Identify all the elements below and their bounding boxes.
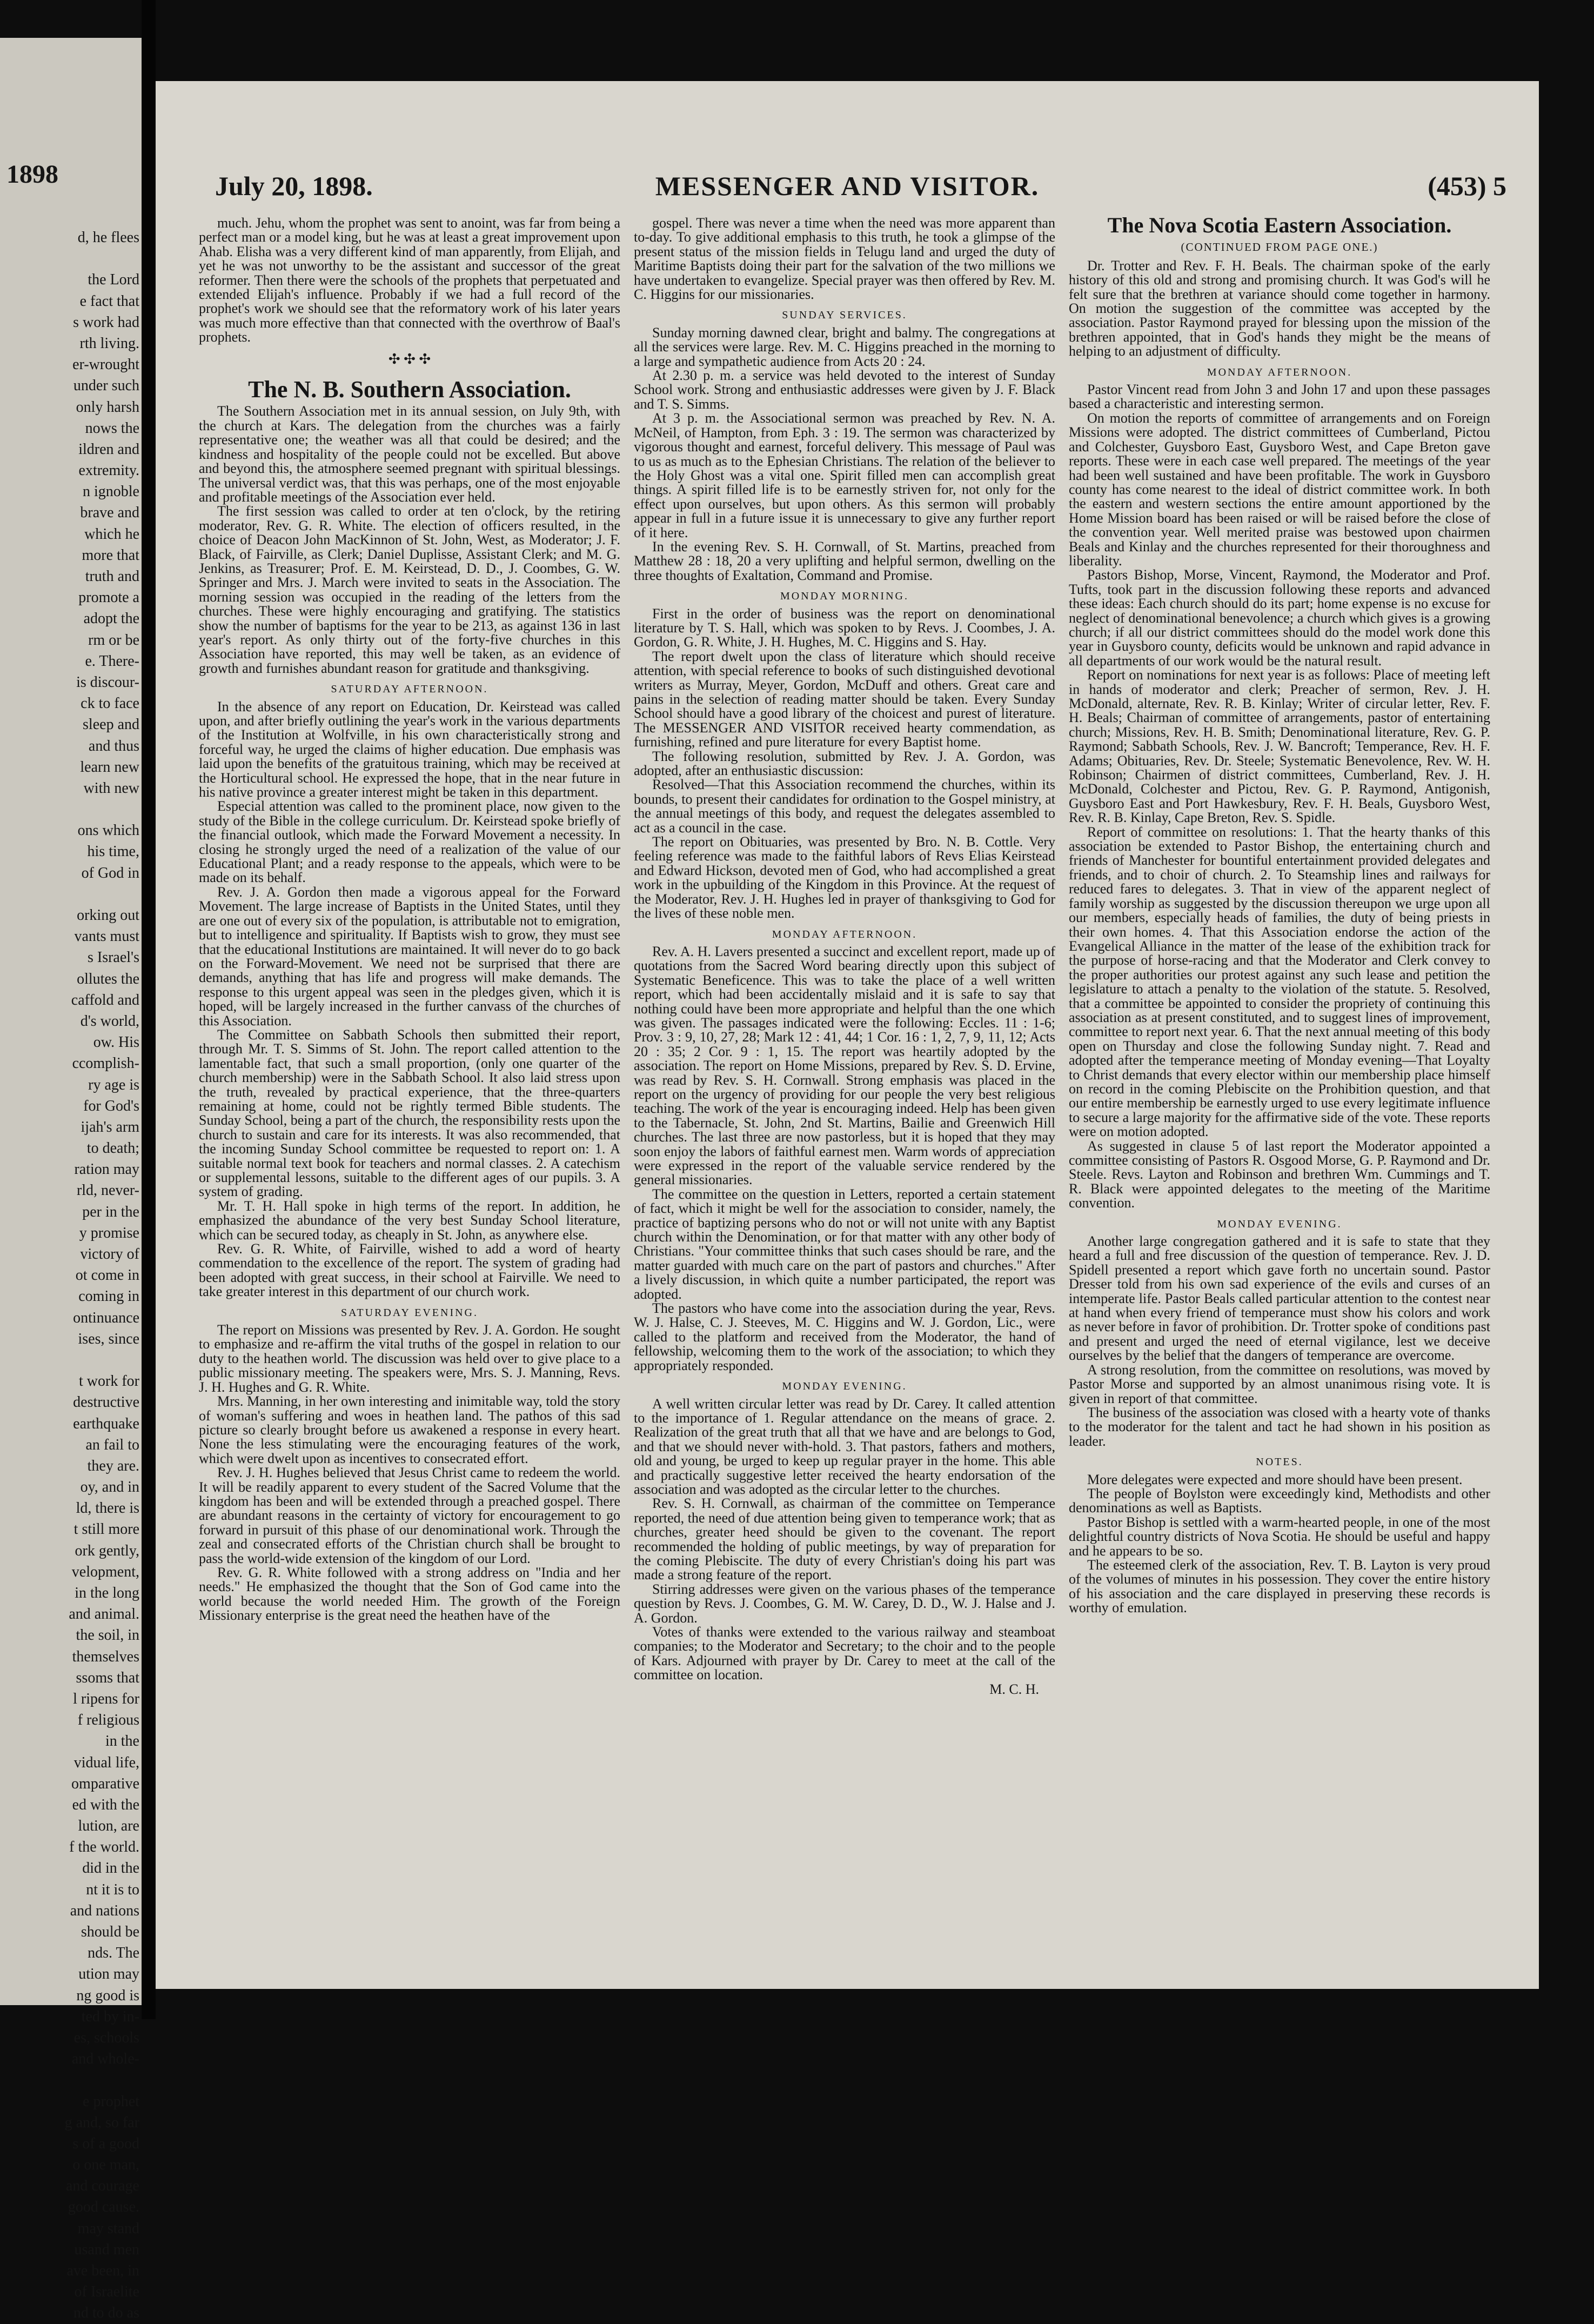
adjacent-page-line: nows the [85,419,139,437]
adjacent-page-line [4,884,139,905]
adjacent-page-line: and whole- [71,2051,139,2068]
paragraph: Mr. T. H. Hall spoke in high terms of the report. In addition, he emphasized the abundance of the very best Sunday School literature, which can be secured today, as cheaply in St. John, as anywhere else. [199,1198,620,1243]
paragraph: Rev. A. H. Lavers presented a succinct and excellent report, made up of quotations from the Sacred Word bearing directly upon this subject of Systematic Beneficence. This was to take the place of a well written report, which had been accidentally mislaid and it is safe to say that nothing could have been more appropriate and helpful than the one which was given. The passages indicated were the following: Eccles. 11 : 1-6; Prov. 3 : 9, 10, 27, 28; Mark 12 : 41, 44; 1 Cor. 16 : 1, 2, 7, 9, 11, 12; Acts 20 : 35; 2 Cor. 9 : 1, 15. The report was heartily adopted by the association. The report on Home Missions, prepared by Rev. S. D. Ervine, was read by Rev. S. H. Cornwall. Strong emphasis was placed in the report on the urgency of providing for our people the very best religious teaching. The work of the year is encouraging indeed. Help has been given to the Tabernacle, St. John, 2nd St. Martins, Bailie and Greenwich Hill churches. The last three are now pastorless, but it is hoped that they may soon enjoy the labors of faithful earnest men. Warm words of appreciation were expressed in the report of the valuable service rendered by the general missionaries. [634,943,1055,1188]
adjacent-page-line: good cause. [68,2199,139,2216]
adjacent-page-line: s work had [73,313,139,331]
column-3 [1069,213,1490,1962]
paragraph: Pastor Vincent read from John 3 and John 17 and upon these passages based a characteristic and interesting sermon. [1069,382,1490,412]
adjacent-page-line: ng good is [76,1987,139,2004]
subheading: NOTES. [1256,1456,1303,1468]
paragraph: The report on Obituaries, was presented by Bro. N. B. Cottle. Very feeling reference was made to the faithful labors of Revs Elias Keirstead and Edward Hickson, devoted men of God, who had accomplished a great work in the upbuilding of the Kingdom in this Province. At the request of the Moderator, Rev. J. H. Hughes led in prayer of thanksgiving to God for the lives of these noble men. [634,834,1055,921]
adjacent-page-line: es, schools [73,2029,139,2046]
adjacent-page-line: vants must [74,928,139,945]
adjacent-page-line: nt it is to [86,1881,139,1898]
adjacent-page-text [4,227,139,2324]
adjacent-page-line: is discour- [76,673,139,691]
adjacent-page-line: s of a good [72,2135,139,2152]
adjacent-page-line: ildren and [78,440,139,458]
adjacent-page-line: ccomplish- [72,1055,139,1072]
adjacent-page-line: y promise [79,1224,139,1241]
adjacent-page-line: ssoms that [76,1669,139,1686]
adjacent-page-line: coming in [78,1288,139,1305]
paragraph: The following resolution, submitted by Rev. J. A. Gordon, was adopted, after an enthusiastic discussion: [634,748,1055,779]
adjacent-page-line: usand men [74,2241,139,2258]
adjacent-page-line: the soil, in [76,1627,139,1644]
adjacent-page-line: oy, and in [80,1479,139,1496]
subheading: MONDAY MORNING. [780,590,909,603]
adjacent-page-line: l ripens for [73,1690,139,1707]
subheading: MONDAY AFTERNOON. [772,928,917,940]
paragraph: The esteemed clerk of the association, Rev. T. B. Layton is very proud of the volumes of minutes in his possession. They cover the entire history of his association and the care displayed in preserving these records is worthy of emulation. [1069,1557,1490,1616]
paragraph: The report on Missions was presented by Rev. J. A. Gordon. He sought to emphasize and re-affirm the vital truths of the gospel in relation to our duty to the heathen world. The discussion was held over to give place to a public missionary meeting. The speakers were, Mrs. S. J. Manning, Revs. J. H. Hughes and G. R. White. [199,1322,620,1395]
adjacent-page-line: nds. The [88,1945,139,1962]
adjacent-page-line: er-wrought [72,356,139,373]
adjacent-page-line: did in the [82,1860,139,1877]
adjacent-page-line: themselves [72,1648,139,1665]
adjacent-page-line: rth living. [79,335,139,352]
paragraph: The pastors who have come into the association during the year, Revs. W. J. Halse, C. J. Steeves, M. C. Higgins and W. J. Gordon, Lic., were called to the platform and received from the Moderator, the hand of fellowship, welcoming them to the work of the association; to which they appropriately responded. [634,1300,1055,1373]
paragraph: Rev. S. H. Cornwall, as chairman of the committee on Temperance reported, the need of due attention being given to temperance work; that as churches, greater heed should be given to the covenant. The report recommended the holding of public meetings, by way of preparation for the coming Plebiscite. The duty of every Christian's doing his part was made a strong feature of the report. [634,1495,1055,1583]
masthead-title: MESSENGER AND VISITOR. [655,171,1040,201]
adjacent-page-fragment [0,38,142,2322]
adjacent-page-line: they are. [87,1457,139,1474]
paragraph: At 2.30 p. m. a service was held devoted to the interest of Sunday School work. Strong and enthusiastic addresses were given by J. F. Black and T. S. Simms. [634,368,1055,412]
paragraph: On motion the reports of committee of arrangements and on Foreign Missions were adopted. The district committees of Cumberland, Pictou and Colchester, Guysboro East, Guysboro West, and Cape Breton gave reports. These were in each case well prepared. The meetings of the year had been well sustained and have been profitable. The work in Guysboro county has come nearest to the ideal of district committee work. In both the eastern and western sections the entire amount apportioned by the Home Mission board has been raised or will be raised before the close of the convention year. Well merited praise was bestowed upon chairmen Beals and Kinlay and the churches represented for their thoroughness and liberality. [1069,410,1490,569]
adjacent-page-line: e prophet [83,2093,139,2110]
paragraph: Another large congregation gathered and it is safe to state that they heard a full and free discussion of the question of temperance. Rev. J. D. Spidell presented a report which gave forth no uncertain sound. Pastor Dresser told from his own sad experience of the evils and curses of an intemperate life. Pastor Beals called particular attention to the contest near at hand when every friend of temperance must show his colors and work as never before in favor of prohibition. Dr. Trotter spoke of conditions past and present and urged the need of eternal vigilance, lest we deceive ourselves by the belief that the dangers of temperance are overcome. [1069,1233,1490,1364]
adjacent-page-line: extremity. [78,462,139,479]
paragraph: Pastors Bishop, Morse, Vincent, Raymond, the Moderator and Prof. Tufts, took part in the discussion following these reports and advanced these ideas: Each church should do its part; home expense is no excuse for neglect of denominational benevolence; a church which gives is a growing church; if all our district committees should do the model work done this year in Guysboro county, deficits would be unknown and rapid advance in all departments of our work would be the natural result. [1069,567,1490,669]
adjacent-page-line: ijah's arm [81,1118,139,1136]
adjacent-page-line: per in the [82,1203,139,1220]
adjacent-page-line: should be [81,1924,139,1940]
adjacent-page-line: o one man, [72,2156,139,2174]
column-2 [634,216,1055,1962]
adjacent-page-line: promote a [78,589,139,606]
adjacent-page-line: n ignoble [83,483,139,500]
adjacent-page-line: in the long [75,1585,139,1601]
adjacent-page-year: 1898 [6,160,58,189]
article-continuation: much. Jehu, whom the prophet was sent to anoint, was far from being a perfect man or a model king, but he was at least a great improvement upon Ahab. Elisha was a very different kind of man apparently, from Elijah, and yet he was not unworthy to be the assistant and successor of the great reformer. Then there were the schools of the prophets that perpetuated and extended Elijah's influence. Probably if we had a full record of the prophet's work we should see that the reformatory work of his later years was much more effective than that connected with the overthrow of Baal's prophets. [199,215,620,345]
adjacent-page-line: earthquake [73,1415,139,1432]
adjacent-page-line: learn new [80,758,139,776]
adjacent-page-line: of Israelite [74,2283,139,2301]
adjacent-page-line [4,1350,139,1371]
paragraph: Dr. Trotter and Rev. F. H. Beals. The chairman spoke of the early history of this old and strong and promising church. It was God's will he felt sure that the brethren at variance should come together in harmony. On motion the suggestion of the committee was accepted by the association. Pastor Raymond prayed for blessing upon the mission of the brethren appointed, that in God's hands they might be the means of helping to an adjustment of difficulty. [1069,257,1490,359]
adjacent-page-line: e. There- [85,652,139,670]
paragraph: A well written circular letter was read by Dr. Carey. It called attention to the importance of 1. Regular attendance on the means of grace. 2. Realization of the great truth that all that we have and are belongs to God, and that we should never with-hold. 3. That pastors, fathers and mothers, old and young, be urged to keep up regular prayer in the home. This able and practically suggestive letter received the hearty endorsation of the association and was adopted as the circular letter to the churches. [634,1395,1055,1497]
paragraph: The Committee on Sabbath Schools then submitted their report, through Mr. T. S. Simms of St. John. The report called attention to the lamentable fact, that such a small proportion, (only one quarter of the church membership) were in the Sabbath School. It also laid stress upon the truth, revealed by practical experience, that the three-quarters remaining at home, could not be rightly termed Bible students. The Sunday School, being a part of the church, the responsibility rests upon the church to sustain and care for its interests. It was also recommended, that the incoming Sunday School committee be requested to report on: 1. A suitable normal text book for teachers and normal classes. 2. A catechism or supplemental lessons, suitable to the different ages of our pupils. 3. A system of grading. [199,1026,620,1200]
adjacent-page-line: ld, there is [76,1500,139,1517]
adjacent-page-line: vidual life, [73,1754,139,1771]
paragraph: More delegates were expected and more should have been present. [1087,1471,1463,1487]
adjacent-page-line: rm or be [88,631,139,649]
newspaper-page [156,81,1539,1989]
page-gutter [142,0,156,2019]
adjacent-page-line [4,248,139,269]
paragraph: At 3 p. m. the Associational sermon was preached by Rev. N. A. McNeil, of Hampton, from Eph. 3 : 19. The sermon was characterized by vigorous thought and earnest, forceful delivery. This message of Paul was to us as much as to the Ephesian Christians. The relation of the believer to the Holy Ghost was a vital one. Spirit filled men can accomplish great things. A spirit filled life is to be earnestly striven for, not only for the effect upon ourselves, but upon others. As this sermon will probably appear in full in a future issue it is unnecessary to give any further report of it here. [634,410,1055,540]
adjacent-page-line: ontinuance [73,1309,139,1326]
adjacent-page-line: nd to do as [73,2305,139,2322]
adjacent-page-line: sleep and [83,716,139,733]
adjacent-page-line: may stand [77,2220,139,2237]
adjacent-page-line: e fact that [79,292,139,310]
issue-date: July 20, 1898. [215,171,373,201]
paragraph: Report of committee on resolutions: 1. That the hearty thanks of this association be extended to Pastor Bishop, the entertaining church and friends of Manchester for bountiful entertainment provided delegates and friends, and to choir of church. 2. To Steamship lines and railways for reduced fares to delegates. 3. That in view of the apparent neglect of family worship as suggested by the discussion thereupon we urge upon all our members, especially heads of families, the duty of being priests in their own homes. 4. That this Association endorse the action of the Evangelical Alliance in the matter of the lease of the exhibition track for the purpose of horse-racing and that the Moderator and Clerk convey to the proper authorities our protest against any such lease and petition the legislature to attach a penalty to the violation of the statute. 5. Resolved, that a committee be appointed to consider the propriety of continuing this association as at present constituted, and to suggest lines of improvement, committee to report next year. 6. That the next annual meeting of this body open on Thursday and close the following Sunday night. 7. Read and adopted after the temperance meeting of Monday evening—That Loyalty to Christ demands that every elector within our membership place himself on record in the coming Plebiscite on the Prohibition question, and that our entire membership be earnestly urged to use every legitimate influence to secure a large majority for the affirmative side of the vote. These reports were on motion adopted. [1069,824,1490,1140]
adjacent-page-line: f religious [77,1712,139,1729]
adjacent-page-line: adopt the [83,610,139,627]
paragraph: First in the order of business was the report on denominational literature by T. S. Hall, which was spoken to by Revs. J. Coombes, J. A. Gordon, G. R. White, J. H. Hughes, M. C. Higgins and S. Hay. [634,605,1055,650]
continued-note: (CONTINUED FROM PAGE ONE.) [1181,241,1378,254]
adjacent-page-line [4,799,139,820]
section-ornament: ✣ ✣ ✣ [388,351,431,367]
adjacent-page-line: g and, so far [64,2114,139,2131]
subheading: SATURDAY EVENING. [341,1306,478,1319]
adjacent-page-line: ow. His [93,1034,139,1051]
adjacent-page-line: lution, are [78,1818,139,1835]
adjacent-page-line: and animal. [69,1606,139,1623]
adjacent-page-line: ot come in [75,1267,139,1284]
adjacent-page-line [4,2069,139,2091]
adjacent-page-line: t work for [79,1373,139,1390]
adjacent-page-line: and thus [88,737,139,754]
paragraph: As suggested in clause 5 of last report the Moderator appointed a committee consisting of Pastors R. Osgood Morse, G. P. Raymond and Dr. Steele. Revs. Layton and Robinson and brethren Wm. Cummings and T. R. Black were appointed delegates to the meeting of the Maritime convention. [1069,1138,1490,1211]
adjacent-page-line: only harsh [76,398,139,416]
paragraph: In the absence of any report on Education, Dr. Keirstead was called upon, and after briefly outlining the year's work in the various departments of the Institution at Wolfville, in his own characteristically strong and forceful way, he urged the claims of higher education. Due emphasis was laid upon the benefits of the gratuitous training, which may be received at the Horticultural school. He expressed the hope, that in the near future in his native province a greater interest might be taken in this department. [199,698,620,800]
adjacent-page-line: rld, never- [76,1182,139,1199]
paragraph: Rev. J. A. Gordon then made a vigorous appeal for the Forward Movement. The large increase of Baptists in the United States, until they are one out of every six of the population, is attributable not to emigration, but to intelligence and spirituality. If Baptists wish to grow, they must see that the educational Institutions are maintained. It will never do to go back on the Forward-Movement. We need not be surprised that there are demands, anything that has life and progress will make demands. The response to this urgent appeal was seen in the pledges given, which it is hoped, will be largely increased in the further canvass of the churches of this Association. [199,884,620,1029]
subheading: SUNDAY SERVICES. [782,309,907,322]
adjacent-page-line: more that [82,546,139,564]
adjacent-page-line: and nations [70,1902,139,1919]
adjacent-page-line: ons which [77,822,139,839]
adjacent-page-line: ed with the [72,1796,139,1813]
page-number: (453) 5 [1428,171,1506,201]
paragraph: Rev. J. H. Hughes believed that Jesus Christ came to redeem the world. It will be readily apparent to every student of the Sacred Volume that the kingdom has been and will be extended through a preached gospel. There are abundant reasons in the certainty of victory for encouragement to go forward in pursuit of this phase of our denominational work. Through the zeal and consecrated efforts of the Christian church shall be brought to pass the world-wide extension of the kingdom of our Lord. [199,1465,620,1566]
adjacent-page-line: ises, since [78,1330,139,1347]
paragraph: The first session was called to order at ten o'clock, by the retiring moderator, Rev. G. R. White. The election of officers resulted, in the choice of Deacon John MacKinnon of St. John, West, as Moderator; J. F. Black, of Fairville, as Clerk; Daniel Duplisse, Assistant Clerk; and M. G. Jenkins, as Treasurer; Prof. E. M. Keirstead, D. D., J. Coombes, G. W. Springer and Mrs. J. March were invited to seats in the Association. The morning session was occupied in the reading of the letters from the churches. These were highly encouraging and gratifying. The statistics show the number of baptisms for the year to be 213, as against 136 in last year's report. As only thirty out of the forty-five churches in this Association have reported, this may well be taken, as an evidence of growth and furnishes abundant reason for gratitude and thanksgiving. [199,503,620,676]
paragraph: Stirring addresses were given on the various phases of the temperance question by Revs. J. Coombes, G. M. W. Carey, D. D., W. J. Halse and J. A. Gordon. [634,1581,1055,1626]
paragraph: The business of the association was closed with a hearty vote of thanks to the moderator for the talent and tact he had shown in his position as leader. [1069,1404,1490,1449]
adjacent-page-line: in the [105,1733,139,1750]
paragraph: In the evening Rev. S. H. Cornwall, of St. Martins, preached from Matthew 28 : 18, 20 a very uplifting and helpful sermon, dwelling on the three thoughts of Exaltation, Command and Promise. [634,538,1055,583]
column-1 [199,216,620,1962]
adjacent-page-line: s Israel's [87,949,139,966]
adjacent-page-line: brave and [80,504,139,522]
adjacent-page-line: with new [83,779,139,797]
adjacent-page-line: under such [73,377,139,395]
author-signature: M. C. H. [989,1681,1039,1697]
adjacent-page-line: ollutes the [77,970,139,987]
adjacent-page-line: ution may [78,1966,139,1983]
adjacent-page-line: truth and [85,568,139,585]
adjacent-page-line: an fail to [85,1436,139,1453]
adjacent-page-line: ck to face [81,695,139,712]
subheading: MONDAY EVENING. [1217,1218,1342,1230]
paragraph: Especial attention was called to the prominent place, now given to the study of the Bible in the college curriculum. Dr. Keirstead spoke briefly of the financial outlook, which made the Forward Movement a necessity. In closing he strongly urged the need of a realization of the value of our Educational Plant; and a ready response to the appeals, which were to be made on its behalf. [199,798,620,886]
paragraph: The committee on the question in Letters, reported a certain statement of fact, which it might be well for the association to consider, namely, the practice of baptizing persons who do not or will not unite with any Baptist church within the Denomination, or for that matter with any other body of Christians. "Your committee thinks that such cases should be rare, and the matter guarded with much care on the part of pastors and churches." After a lively discussion, in which quite a number participated, the report was adopted. [634,1186,1055,1302]
article-heading: The N. B. Southern Association. [248,376,571,403]
adjacent-page-line: to death; [86,1140,139,1157]
adjacent-page-line: for God's [83,1097,139,1114]
paragraph: Resolved—That this Association recommend the churches, within its bounds, to present their candidates for ordination to the Gospel ministry, at the annual meetings of this body, and request the delegates assembled to act as a council in the case. [634,777,1055,836]
adjacent-page-line: t still more [73,1521,139,1538]
adjacent-page-line: d, he flees [77,229,139,246]
article-heading: The Nova Scotia Eastern Association. [1107,213,1452,237]
adjacent-page-line: the Lord [88,271,139,289]
paragraph: The people of Boylston were exceedingly kind, Methodists and other denominations as well as Baptists. [1069,1485,1490,1516]
adjacent-page-line: victory of [80,1246,139,1263]
adjacent-page-line: f the world. [69,1839,139,1856]
adjacent-page-line: ration may [74,1161,139,1178]
page-header [215,170,1506,213]
adjacent-page-line: ork gently, [75,1542,139,1559]
adjacent-page-line: ave been, in [66,2262,139,2279]
article-continuation: gospel. There was never a time when the need was more apparent than to-day. To give additional emphasis to this truth, he took a glimpse of the present status of the mission fields in Telugu land and urged the duty of Maritime Baptists doing their part for the salvation of the two millions we have undertaken to evangelize. Special prayer was then offered by Rev. M. C. Higgins for our missionaries. [634,215,1055,303]
adjacent-page-line: omparative [71,1775,139,1792]
paragraph: Rev. G. R. White, of Fairville, wished to add a word of hearty commendation to the excellence of the report. The system of grading had been adopted with great success, in their school at Fairville. We need to take greater interest in this department of our church work. [199,1241,620,1300]
adjacent-page-line: caffold and [71,991,139,1009]
paragraph: The Southern Association met in its annual session, on July 9th, with the church at Kars. The delegation from the churches was a fairly representative one; the weather was all that could be desired; and the kindness and hospitality of the people could not be excelled. But above and beyond this, the atmosphere seemed pregnant with spiritual blessings. The universal verdict was, that this was perhaps, one of the most enjoyable and profitable meetings of the Association ever held. [199,403,620,505]
subheading: MONDAY AFTERNOON. [1207,366,1352,378]
adjacent-page-line: and courage [65,2178,139,2195]
adjacent-page-line: ted by in- [81,2008,139,2025]
adjacent-page-line: his time, [87,843,139,860]
paragraph: Sunday morning dawned clear, bright and balmy. The congregations at all the services were large. Rev. M. C. Higgins preached in the morning to a large and sympathetic audience from Acts 20 : 24. [634,324,1055,369]
adjacent-page-line: of God in [81,864,139,881]
adjacent-page-line: velopment, [71,1563,139,1580]
adjacent-page-line: orking out [77,907,139,924]
paragraph: Pastor Bishop is settled with a warm-hearted people, in one of the most delightful country districts of Nova Scotia. He should be useful and happy and he appears to be so. [1069,1514,1490,1559]
paragraph: Mrs. Manning, in her own interesting and inimitable way, told the story of woman's suffering and woes in heathen land. The pathos of this sad picture so clearly brought before us awakened a response in every heart. None the less stimulating were the encouraging features of the work, which were dwelt upon as incentives to consecrated effort. [199,1393,620,1466]
adjacent-page-line: destructive [73,1394,139,1411]
subheading: SATURDAY AFTERNOON. [331,683,488,696]
adjacent-page-line: d's world, [80,1012,139,1030]
paragraph: Report on nominations for next year is as follows: Place of meeting left in hands of moderator and clerk; Preacher of sermon, Rev. J. H. McDonald, alternate, Rev. R. B. Kinlay; Writer of circular letter, Rev. F. H. Beals; Chairman of committee of arrangements, pastor of entertaining church; Missions, Rev. H. B. Smith; Denominational literature, Rev. G. P. Raymond; Sabbath Schools, Rev. J. W. Bancroft; Temperance, Rev. H. F. Adams; Obituaries, Rev. Dr. Steele; Systematic Benevolence, Rev. W. H. Robinson; Chairmen of district committees, Cumberland, Rev. J. H. McDonald, Colchester and Pictou, Rev. G. P. Raymond, Antigonish, Guysboro East and Port Hawkesbury, Rev. F. H. Beals, Guysboro West, Rev. R. B. Kinlay, Cape Breton, Rev. S. Spidle. [1069,667,1490,826]
paragraph: The report dwelt upon the class of literature which should receive attention, with special reference to books of such distinguished devotional writers as Murray, Meyer, Gordon, McDuff and others. Great care and pains in the selection of reading matter should be taken. Every Sunday School should have a good library of the choicest and purest of literature. The MESSENGER AND VISITOR received hearty commendation, as furnishing, refined and pure literature for every Baptist home. [634,648,1055,750]
subheading: MONDAY EVENING. [782,1380,907,1393]
paragraph: Rev. G. R. White followed with a strong address on "India and her needs." He emphasized the thought that the Son of God came into the world because the world needed Him. The growth of the Foreign Missionary enterprise is the great need the heathen have of the [199,1564,620,1624]
paragraph: Votes of thanks were extended to the various railway and steamboat companies; to the Moderator and Secretary; to the choir and to the people of Kars. Adjourned with prayer by Dr. Carey to meet at the call of the committee on location. [634,1624,1055,1683]
paragraph: A strong resolution, from the committee on resolutions, was moved by Pastor Morse and supported by an almost unanimous rising vote. It is given in report of that committee. [1069,1361,1490,1406]
adjacent-page-line: which he [84,525,139,543]
adjacent-page-line: ry age is [88,1076,139,1093]
